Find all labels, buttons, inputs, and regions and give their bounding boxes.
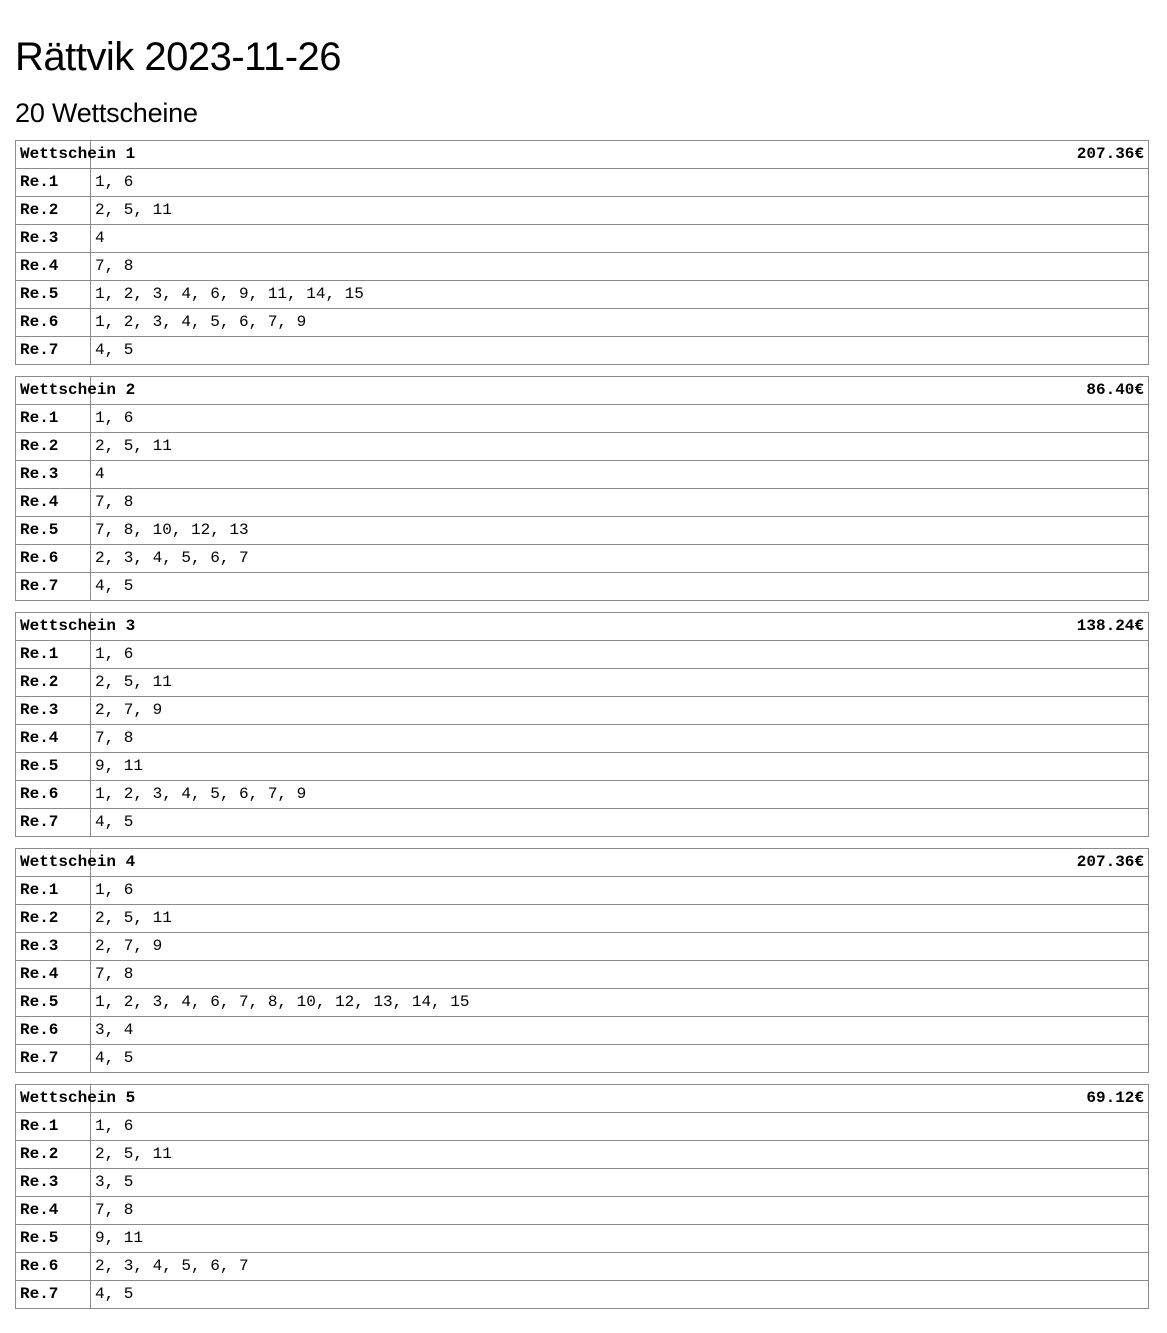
race-label: Re.7 (16, 1281, 91, 1309)
ticket-list (15, 140, 1149, 1309)
race-row (16, 725, 1149, 753)
race-label: Re.1 (16, 1113, 91, 1141)
race-row (16, 433, 1149, 461)
ticket-name: Wettschein 3 (16, 613, 91, 641)
ticket-name: Wettschein 2 (16, 377, 91, 405)
ticket-table (15, 376, 1149, 601)
race-row (16, 781, 1149, 809)
ticket-header-row (16, 849, 1149, 877)
race-label: Re.4 (16, 253, 91, 281)
ticket-table (15, 612, 1149, 837)
race-label: Re.7 (16, 1045, 91, 1073)
page (15, 0, 1149, 1320)
race-selection: 4, 5 (91, 573, 1149, 601)
race-selection: 4, 5 (91, 809, 1149, 837)
race-selection: 1, 2, 3, 4, 6, 7, 8, 10, 12, 13, 14, 15 (91, 989, 1149, 1017)
race-row (16, 1169, 1149, 1197)
race-row (16, 877, 1149, 905)
ticket-price: 138.24€ (91, 613, 1149, 641)
race-label: Re.4 (16, 961, 91, 989)
race-row (16, 1113, 1149, 1141)
ticket-header-row (16, 141, 1149, 169)
race-selection: 4, 5 (91, 1281, 1149, 1309)
ticket-races (16, 1113, 1149, 1309)
race-row (16, 961, 1149, 989)
race-selection: 2, 3, 4, 5, 6, 7 (91, 1253, 1149, 1281)
ticket-header-row (16, 377, 1149, 405)
race-label: Re.2 (16, 197, 91, 225)
race-label: Re.6 (16, 545, 91, 573)
race-label: Re.1 (16, 877, 91, 905)
race-selection: 4 (91, 225, 1149, 253)
race-row (16, 281, 1149, 309)
race-selection: 2, 5, 11 (91, 1141, 1149, 1169)
race-label: Re.4 (16, 725, 91, 753)
race-label: Re.2 (16, 905, 91, 933)
race-label: Re.3 (16, 225, 91, 253)
race-selection: 1, 2, 3, 4, 5, 6, 7, 9 (91, 781, 1149, 809)
ticket-races (16, 877, 1149, 1073)
race-selection: 7, 8, 10, 12, 13 (91, 517, 1149, 545)
race-row (16, 1197, 1149, 1225)
ticket-races (16, 641, 1149, 837)
race-label: Re.2 (16, 1141, 91, 1169)
race-row (16, 1225, 1149, 1253)
race-selection: 1, 6 (91, 169, 1149, 197)
race-label: Re.7 (16, 573, 91, 601)
race-label: Re.4 (16, 1197, 91, 1225)
race-row (16, 545, 1149, 573)
race-label: Re.5 (16, 989, 91, 1017)
race-row (16, 1045, 1149, 1073)
race-row (16, 309, 1149, 337)
race-selection: 1, 2, 3, 4, 5, 6, 7, 9 (91, 309, 1149, 337)
race-label: Re.2 (16, 669, 91, 697)
ticket-price: 86.40€ (91, 377, 1149, 405)
race-label: Re.6 (16, 781, 91, 809)
race-row (16, 753, 1149, 781)
race-row (16, 809, 1149, 837)
ticket-name: Wettschein 1 (16, 141, 91, 169)
race-row (16, 1281, 1149, 1309)
race-label: Re.7 (16, 809, 91, 837)
race-selection: 4 (91, 461, 1149, 489)
race-label: Re.3 (16, 461, 91, 489)
race-label: Re.3 (16, 1169, 91, 1197)
race-row (16, 905, 1149, 933)
race-selection: 2, 3, 4, 5, 6, 7 (91, 545, 1149, 573)
race-row (16, 697, 1149, 725)
race-selection: 9, 11 (91, 753, 1149, 781)
race-row (16, 461, 1149, 489)
ticket-races (16, 169, 1149, 365)
race-label: Re.5 (16, 517, 91, 545)
race-selection: 7, 8 (91, 725, 1149, 753)
race-selection: 9, 11 (91, 1225, 1149, 1253)
race-row (16, 641, 1149, 669)
race-row (16, 253, 1149, 281)
race-row (16, 197, 1149, 225)
race-label: Re.2 (16, 433, 91, 461)
race-selection: 3, 5 (91, 1169, 1149, 1197)
race-label: Re.1 (16, 169, 91, 197)
race-selection: 1, 6 (91, 877, 1149, 905)
race-label: Re.3 (16, 933, 91, 961)
race-selection: 7, 8 (91, 253, 1149, 281)
race-selection: 2, 5, 11 (91, 669, 1149, 697)
page-subtitle: 20 Wettscheine (15, 98, 198, 128)
race-label: Re.6 (16, 309, 91, 337)
race-row (16, 489, 1149, 517)
race-row (16, 1141, 1149, 1169)
race-selection: 3, 4 (91, 1017, 1149, 1045)
race-row (16, 337, 1149, 365)
ticket-races (16, 405, 1149, 601)
ticket-table (15, 140, 1149, 365)
race-label: Re.3 (16, 697, 91, 725)
race-label: Re.4 (16, 489, 91, 517)
race-row (16, 1017, 1149, 1045)
race-selection: 4, 5 (91, 337, 1149, 365)
ticket-price: 207.36€ (91, 849, 1149, 877)
page-title: Rättvik 2023-11-26 (15, 35, 341, 79)
race-row (16, 1253, 1149, 1281)
race-selection: 1, 6 (91, 405, 1149, 433)
race-label: Re.5 (16, 281, 91, 309)
race-label: Re.1 (16, 405, 91, 433)
race-selection: 2, 5, 11 (91, 197, 1149, 225)
ticket-table (15, 1084, 1149, 1309)
ticket-name: Wettschein 5 (16, 1085, 91, 1113)
race-row (16, 989, 1149, 1017)
ticket-name: Wettschein 4 (16, 849, 91, 877)
race-label: Re.1 (16, 641, 91, 669)
race-selection: 1, 6 (91, 641, 1149, 669)
race-selection: 1, 6 (91, 1113, 1149, 1141)
race-selection: 2, 5, 11 (91, 905, 1149, 933)
ticket-header-row (16, 1085, 1149, 1113)
race-label: Re.7 (16, 337, 91, 365)
race-selection: 2, 5, 11 (91, 433, 1149, 461)
race-selection: 4, 5 (91, 1045, 1149, 1073)
race-row (16, 573, 1149, 601)
race-label: Re.5 (16, 1225, 91, 1253)
ticket-table (15, 848, 1149, 1073)
race-row (16, 225, 1149, 253)
ticket-price: 69.12€ (91, 1085, 1149, 1113)
race-row (16, 517, 1149, 545)
race-label: Re.6 (16, 1017, 91, 1045)
race-row (16, 933, 1149, 961)
race-row (16, 405, 1149, 433)
race-row (16, 669, 1149, 697)
race-label: Re.5 (16, 753, 91, 781)
ticket-price: 207.36€ (91, 141, 1149, 169)
race-selection: 1, 2, 3, 4, 6, 9, 11, 14, 15 (91, 281, 1149, 309)
race-selection: 7, 8 (91, 961, 1149, 989)
race-row (16, 169, 1149, 197)
race-selection: 2, 7, 9 (91, 697, 1149, 725)
race-selection: 7, 8 (91, 1197, 1149, 1225)
ticket-header-row (16, 613, 1149, 641)
race-label: Re.6 (16, 1253, 91, 1281)
race-selection: 2, 7, 9 (91, 933, 1149, 961)
race-selection: 7, 8 (91, 489, 1149, 517)
